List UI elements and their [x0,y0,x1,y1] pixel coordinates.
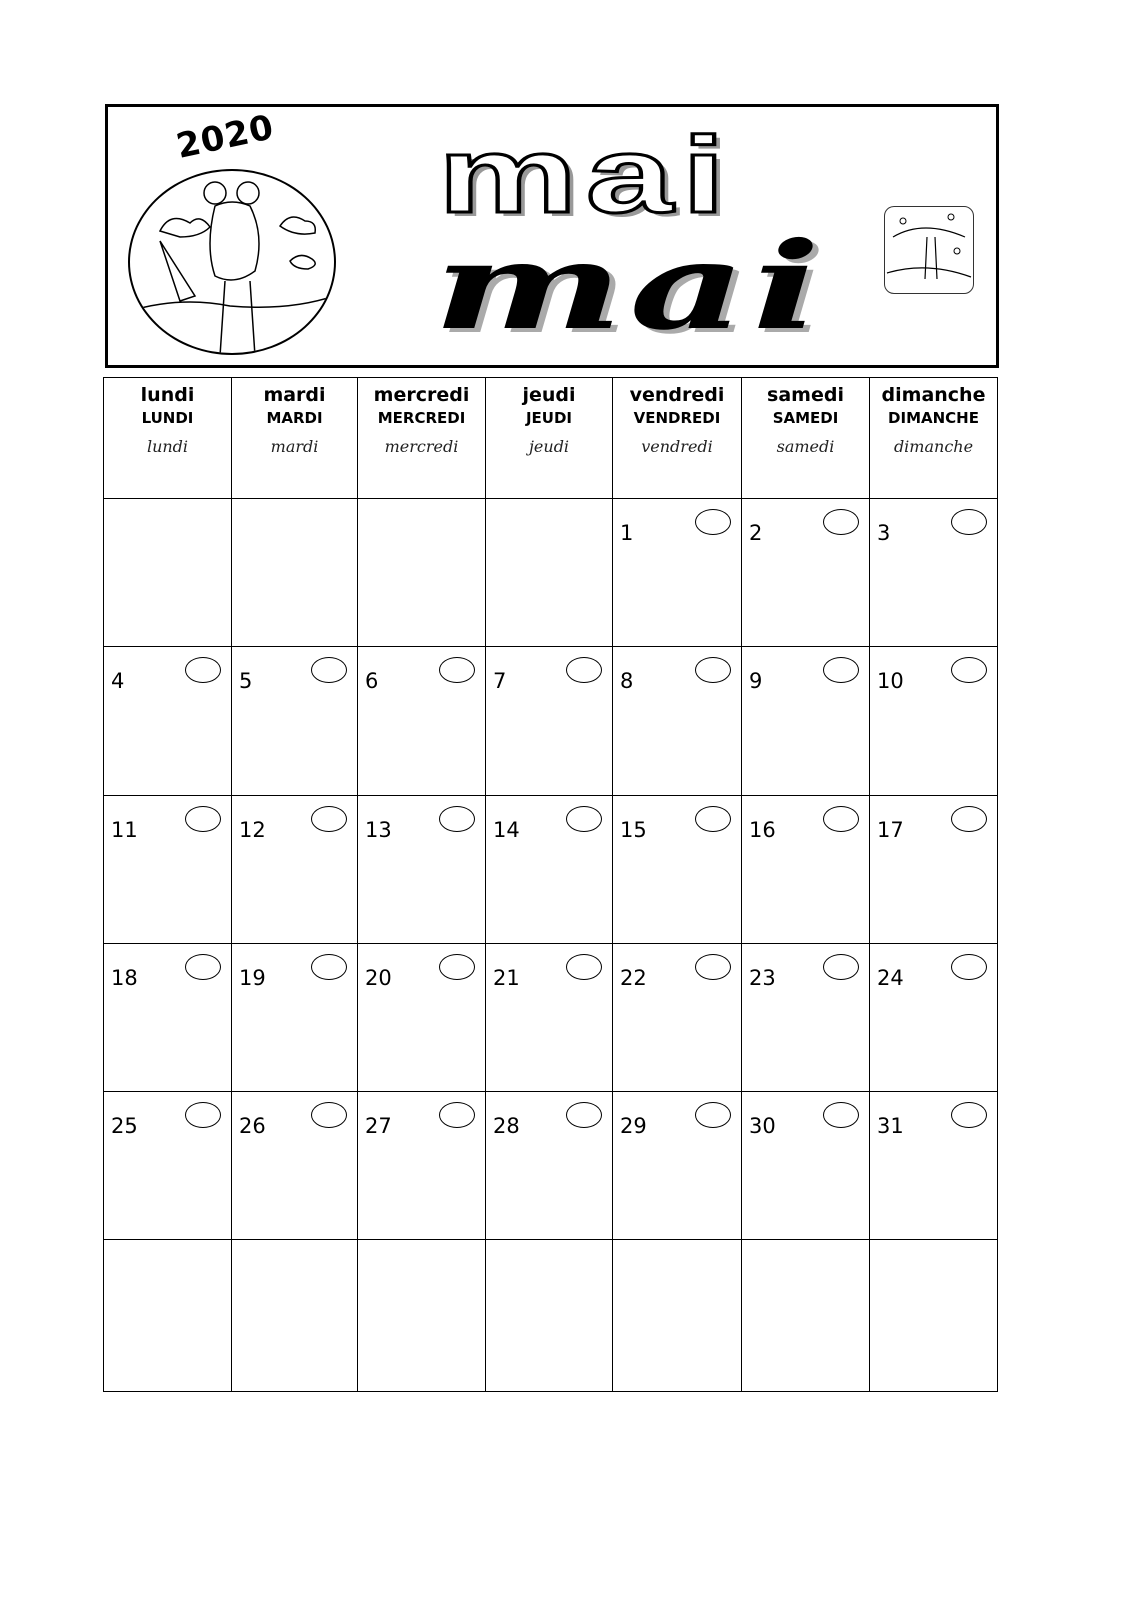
day-number: 15 [620,818,647,842]
day-name-upper: SAMEDI [772,409,839,427]
day-cell [741,646,870,796]
day-cell [485,943,613,1092]
day-cell [103,943,232,1092]
day-header-mercredi [357,377,486,499]
day-number: 26 [239,1114,266,1138]
mark-oval-checkbox[interactable] [695,509,731,535]
mark-oval-checkbox[interactable] [695,806,731,832]
day-name-cursive: dimanche [893,437,974,456]
mark-oval-checkbox[interactable] [185,1102,221,1128]
day-name-upper: MERCREDI [377,409,466,427]
day-number: 11 [111,818,138,842]
day-cell [103,795,232,944]
day-number: 12 [239,818,266,842]
mark-oval-checkbox[interactable] [185,806,221,832]
day-number: 10 [877,669,904,693]
mark-oval-checkbox[interactable] [695,657,731,683]
day-cell [612,1239,742,1392]
day-header-samedi [741,377,870,499]
mouse-illustration [128,169,336,355]
mark-oval-checkbox[interactable] [823,509,859,535]
day-cell [103,1239,232,1392]
day-number: 28 [493,1114,520,1138]
day-number: 5 [239,669,253,693]
day-name-lower: mardi [263,384,326,406]
day-cell [612,1091,742,1240]
mark-oval-checkbox[interactable] [439,657,475,683]
day-cell [741,943,870,1092]
day-cell [231,943,358,1092]
mark-oval-checkbox[interactable] [311,954,347,980]
day-cell [103,1091,232,1240]
day-number: 18 [111,966,138,990]
mark-oval-checkbox[interactable] [695,1102,731,1128]
mark-oval-checkbox[interactable] [185,954,221,980]
day-name-cursive: vendredi [641,437,713,456]
day-cell [485,646,613,796]
day-number: 6 [365,669,379,693]
day-cell [357,943,486,1092]
day-cell [741,795,870,944]
mark-oval-checkbox[interactable] [566,657,602,683]
day-number: 16 [749,818,776,842]
day-name-lower: vendredi [629,384,725,406]
day-cell [612,646,742,796]
day-name-cursive: mercredi [384,437,459,456]
day-cell [357,1239,486,1392]
day-cell [103,498,232,647]
day-number: 2 [749,521,763,545]
day-cell [231,1239,358,1392]
mark-oval-checkbox[interactable] [439,954,475,980]
day-number: 20 [365,966,392,990]
mark-oval-checkbox[interactable] [311,657,347,683]
mark-oval-checkbox[interactable] [951,509,987,535]
mark-oval-checkbox[interactable] [823,806,859,832]
day-header-dimanche [869,377,998,499]
day-number: 24 [877,966,904,990]
mark-oval-checkbox[interactable] [823,657,859,683]
day-number: 3 [877,521,891,545]
mark-oval-checkbox[interactable] [951,1102,987,1128]
day-name-upper: VENDREDI [633,409,721,427]
day-number: 8 [620,669,634,693]
day-number: 19 [239,966,266,990]
day-name-upper: MARDI [266,409,323,427]
day-cell [869,943,998,1092]
month-title-cursive: mai [433,216,827,357]
day-cell [869,1239,998,1392]
day-cell [231,795,358,944]
day-number: 7 [493,669,507,693]
day-cell [612,498,742,647]
mark-oval-checkbox[interactable] [951,954,987,980]
day-number: 29 [620,1114,647,1138]
day-cell [741,498,870,647]
mark-oval-checkbox[interactable] [439,806,475,832]
day-number: 17 [877,818,904,842]
day-number: 31 [877,1114,904,1138]
mark-oval-checkbox[interactable] [185,657,221,683]
day-name-lower: jeudi [522,384,576,406]
day-cell [741,1239,870,1392]
day-cell [357,498,486,647]
day-number: 23 [749,966,776,990]
day-number: 25 [111,1114,138,1138]
day-number: 9 [749,669,763,693]
day-name-lower: samedi [767,384,844,406]
day-number: 30 [749,1114,776,1138]
year-label: 2020 [172,107,278,167]
mark-oval-checkbox[interactable] [311,1102,347,1128]
day-name-cursive: mardi [270,437,319,456]
day-cell [612,943,742,1092]
day-name-cursive: jeudi [528,437,570,456]
day-cell [485,1091,613,1240]
mark-oval-checkbox[interactable] [695,954,731,980]
day-cell [869,498,998,647]
tree-icon [884,206,974,294]
day-cell [357,1091,486,1240]
day-cell [357,795,486,944]
day-number: 22 [620,966,647,990]
mark-oval-checkbox[interactable] [311,806,347,832]
day-number: 21 [493,966,520,990]
month-title-print: mai [438,114,734,235]
day-name-lower: lundi [140,384,195,406]
day-header-vendredi [612,377,742,499]
mark-oval-checkbox[interactable] [566,806,602,832]
day-cell [231,1091,358,1240]
day-cell [357,646,486,796]
day-cell [869,646,998,796]
day-name-cursive: samedi [776,437,835,456]
calendar-header [105,104,999,368]
day-number: 1 [620,521,634,545]
day-cell [103,646,232,796]
day-name-upper: LUNDI [141,409,194,427]
mark-oval-checkbox[interactable] [951,657,987,683]
day-name-lower: dimanche [881,384,986,406]
day-cell [231,646,358,796]
calendar-grid [103,377,997,1391]
day-cell [485,1239,613,1392]
day-cell [231,498,358,647]
day-cell [869,1091,998,1240]
mark-oval-checkbox[interactable] [823,1102,859,1128]
day-name-lower: mercredi [373,384,470,406]
day-number: 4 [111,669,125,693]
day-cell [741,1091,870,1240]
day-header-jeudi [485,377,613,499]
day-cell [612,795,742,944]
day-number: 27 [365,1114,392,1138]
mark-oval-checkbox[interactable] [951,806,987,832]
mark-oval-checkbox[interactable] [439,1102,475,1128]
mark-oval-checkbox[interactable] [823,954,859,980]
mark-oval-checkbox[interactable] [566,1102,602,1128]
day-header-lundi [103,377,232,499]
mark-oval-checkbox[interactable] [566,954,602,980]
day-name-cursive: lundi [146,437,189,456]
day-name-upper: JEUDI [525,409,573,427]
day-cell [485,498,613,647]
day-name-upper: DIMANCHE [888,409,979,427]
day-cell [869,795,998,944]
day-header-mardi [231,377,358,499]
day-number: 13 [365,818,392,842]
day-cell [485,795,613,944]
day-number: 14 [493,818,520,842]
